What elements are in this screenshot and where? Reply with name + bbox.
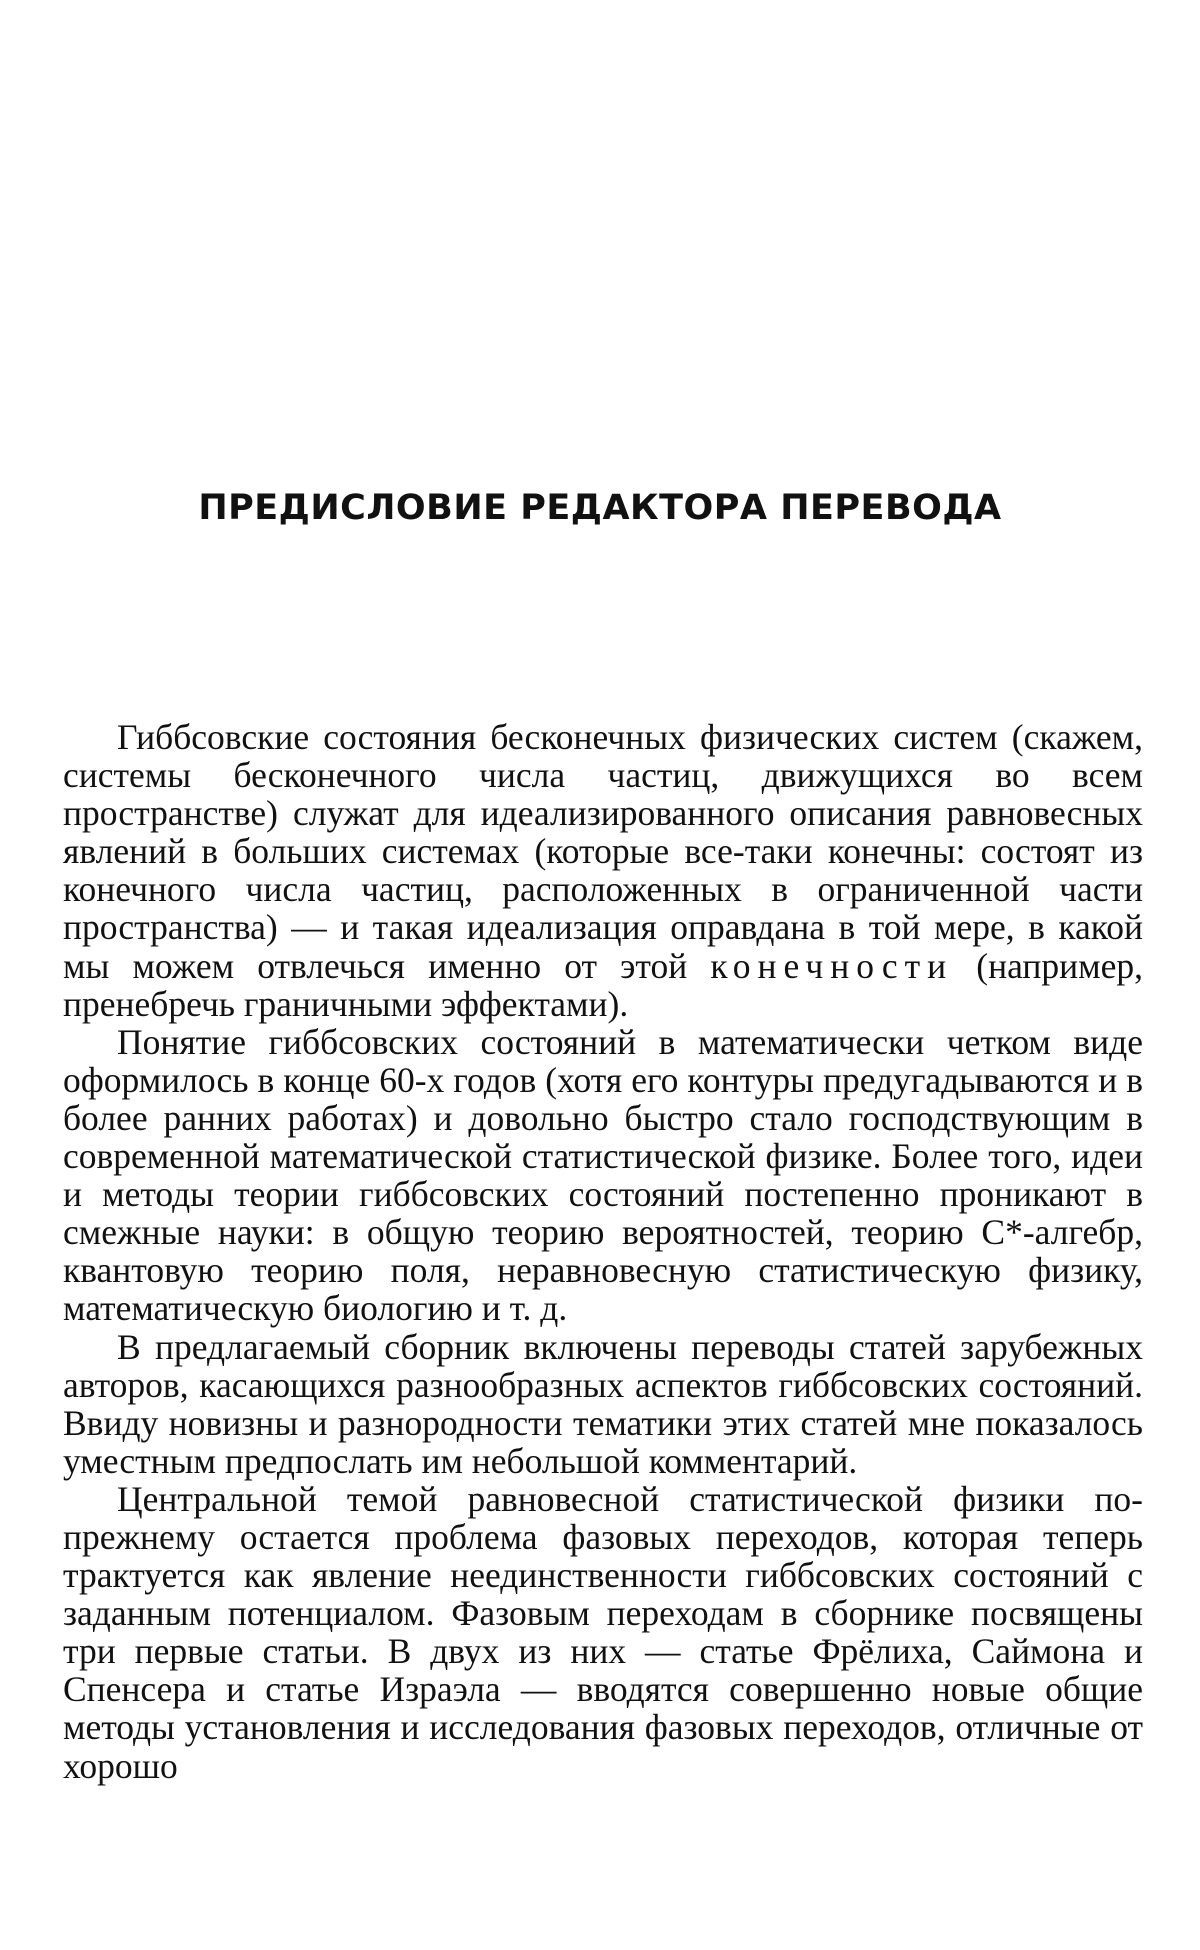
paragraph-3: В предлагаемый сборник включены переводы статей зарубежных авторов, касающихся разнообразных аспектов гиббсовских состояний. Ввиду новизны и разнородности тематики этих статей мне показалось уместным предпослать им небольшой комментарий. — [63, 1326, 1143, 1481]
paragraph-1-start: Гиббсовские состояния бесконечных физических систем (скажем, системы бесконечного числа частиц, движущихся во всем пространстве) служат для идеализированного описания равновесных явлений в больших системах (которые все-таки конечны: состоят из конечного числа частиц, расположенных в ограниченной части пространства) — и такая идеализация оправдана в той мере, в какой мы можем отвлечься именно от этой — [63, 717, 1143, 986]
chapter-heading: ПРЕДИСЛОВИЕ РЕДАКТОРА ПЕРЕВОДА — [198, 488, 1002, 528]
paragraph-4: Центральной темой равновесной статистической физики по-прежнему остается проблема фазовых переходов, которая теперь трактуется как явление неединственности гиббсовских состояний с заданным потенциалом. Фазовым переходам в сборнике посвящены три первые статьи. В двух из них — статье Фрёлиха, Саймона и Спенсера и статье Израэла — вводятся совершенно новые общие методы установления и исследования фазовых переходов, отличные от хорошо — [63, 1478, 1143, 1786]
emphasized-word: конечности — [710, 945, 954, 986]
body-text — [63, 718, 1143, 1785]
paragraph-1-end: (например, пренебречь граничными эффектами). — [63, 945, 1144, 1024]
paragraph-2: Понятие гиббсовских состояний в математически четком виде оформилось в конце 60-х годов (хотя его контуры предугадываются и в более ранних работах) и довольно быстро стало господствующим в современной математической статистической физике. Более того, идеи и методы теории гиббсовских состояний постепенно проникают в смежные науки: в общую теорию вероятностей, теорию C*-алгебр, квантовую теорию поля, неравновесную статистическую физику, математическую биологию и т. д. — [63, 1021, 1143, 1329]
paragraph-1 — [63, 718, 1143, 1023]
